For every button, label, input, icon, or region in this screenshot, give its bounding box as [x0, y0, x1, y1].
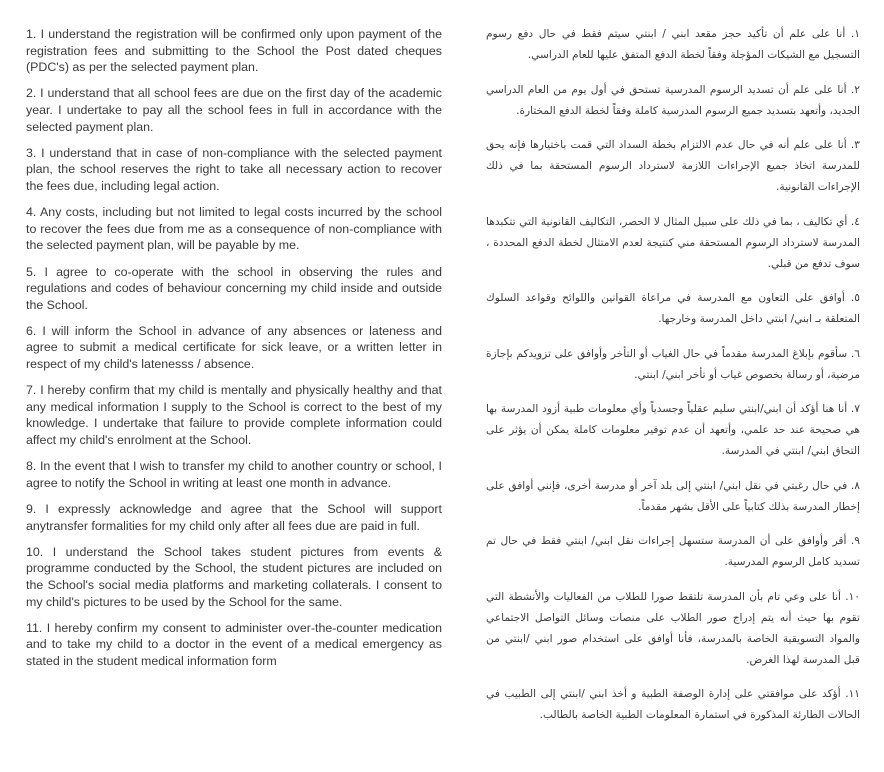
arabic-clause-8: ٨. في حال رغبتي في نقل ابني/ ابنتي إلى بلد آخر أو مدرسة أخرى، فإنني أوافق على إخطار المدرسة بذلك كتابياً على الأقل بشهر مقدماً.	[486, 479, 860, 513]
english-clause-10: 10. I understand the School takes student pictures from events & programme conducted by the School, the student pictures are included on the School's social media platforms and marketing collaterals. I consent to my child's pictures to be used by the School for the same.	[26, 544, 442, 609]
english-clause-7: 7. I hereby confirm that my child is mentally and physically healthy and that any medical information I supply to the School is correct to the best of my knowledge. I undertake that failure to provide complete information could affect my child's enrolment at the School.	[26, 383, 442, 448]
english-clause-3: 3. I understand that in case of non-compliance with the selected payment plan, the school reserves the right to take all necessary action to recover the fees due, including legal action.	[26, 145, 442, 193]
arabic-clause-11: ١١. أؤكد على موافقتي على إدارة الوصفة الطبية و أخذ ابني /ابنتي إلى الطبيب في الحالات الطارئة المذكورة في استمارة المعلومات الطبية الخاصة بالطالب.	[486, 688, 860, 721]
english-clause-9: 9. I expressly acknowledge and agree that the School will support anytransfer formalities for my child only after all fees due are paid in full.	[26, 502, 442, 533]
english-clause-1: 1. I understand the registration will be confirmed only upon payment of the registration fees and submitting to the School the Post dated cheques (PDC's) as per the selected payment plan.	[26, 27, 442, 75]
arabic-clause-3: ٣. أنا على علم أنه في حال عدم الالتزام بخطة السداد التي قمت باختيارها فإنه يحق للمدرسة اتخاذ جميع الإجراءات اللازمة لاسترداد الرسوم المستحقة بما في ذلك الإجراءات القانونية.	[486, 139, 860, 193]
arabic-terms-column	[486, 24, 860, 740]
arabic-clause-5: ٥. أوافق على التعاون مع المدرسة في مراعاة القوانين واللوائح وقواعد السلوك المتعلقة بـ ابني/ ابنتي داخل المدرسة وخارجها.	[486, 292, 860, 325]
english-terms-column	[26, 26, 442, 679]
arabic-clause-7: ٧. أنا هنا أؤكد أن ابني/ابنتي سليم عقلياً وجسدياً وأي معلومات طبية أزود المدرسة بها هي صحيحة عند حد علمي، وأتعهد أن عدم توفير معلومات كاملة يمكن أن يؤثر على التحاق ابني/ ابنتي في المدرسة.	[486, 403, 860, 457]
english-clause-2: 2. I understand that all school fees are due on the first day of the academic year. I undertake to pay all the school fees in full in accordance with the selected payment plan.	[26, 86, 442, 134]
arabic-clause-1: ١. أنا على علم أن تأكيد حجز مقعد ابني / ابنتي سيتم فقط في حال دفع رسوم التسجيل مع الشيكات المؤجلة وفقاً لخطة الدفع المتفق عليها للعام الدراسي.	[486, 28, 860, 61]
arabic-clause-4: ٤. أي تكاليف ، بما في ذلك على سبيل المثال لا الحصر، التكاليف القانونية التي تتكبدها المدرسة لاسترداد الرسوم المستحقة مني كنتيجة لعدم الامتثال لخطة الدفع المحددة ، سوف تدفع من قبلي.	[486, 215, 860, 270]
arabic-clause-6: ٦. سأقوم بإبلاغ المدرسة مقدماً في حال الغياب أو التأخر وأوافق على تزويدكم بإجازة مرضية، أو رسالة بخصوص غياب أو تأخر ابني/ ابنتي.	[486, 347, 860, 381]
arabic-clause-9: ٩. أقر وأوافق على أن المدرسة ستسهل إجراءات نقل ابني/ ابنتي فقط في حال تم تسديد كامل الرسوم المدرسية.	[486, 535, 860, 568]
english-clause-6: 6. I will inform the School in advance of any absences or lateness and agree to submit a medical certificate for sick leave, or a written letter in respect of my child's latenesss / absence.	[26, 323, 442, 372]
english-clause-11: 11. I hereby confirm my consent to administer over-the-counter medication and to take my child to a doctor in the event of a medical emergency as stated in the student medical information form	[26, 620, 442, 668]
english-clause-4: 4. Any costs, including but not limited to legal costs incurred by the school to recover the fees due from me as a consequence of non-compliance with the selected payment plan, will be payable by me.	[26, 205, 442, 253]
arabic-clause-10: ١٠. أنا على وعي تام بأن المدرسة تلتقط صورا للطلاب من الفعاليات والأنشطة التي تقوم بها حيث أنه يتم إدراج صور الطلاب على منصات وسائل التواصل الاجتماعي والمواد التسويقية الخاصة بالمدرسة، فأنا أوافق على استخدام صور ابني /ابنتي من قبل المدرسة لهذا الغرض.	[486, 590, 860, 666]
english-clause-8: 8. In the event that I wish to transfer my child to another country or school, I agree to notify the School in writing at least one month in advance.	[26, 459, 442, 490]
arabic-clause-2: ٢. أنا على علم أن تسديد الرسوم المدرسية تستحق في أول يوم من العام الدراسي الجديد، وأتعهد بتسديد جميع الرسوم المدرسية كاملة وفقاً لخطة الدفع المختارة.	[486, 83, 860, 117]
english-clause-5: 5. I agree to co-operate with the school in observing the rules and regulations and codes of behaviour concerning my child inside and outside the School.	[26, 264, 442, 312]
